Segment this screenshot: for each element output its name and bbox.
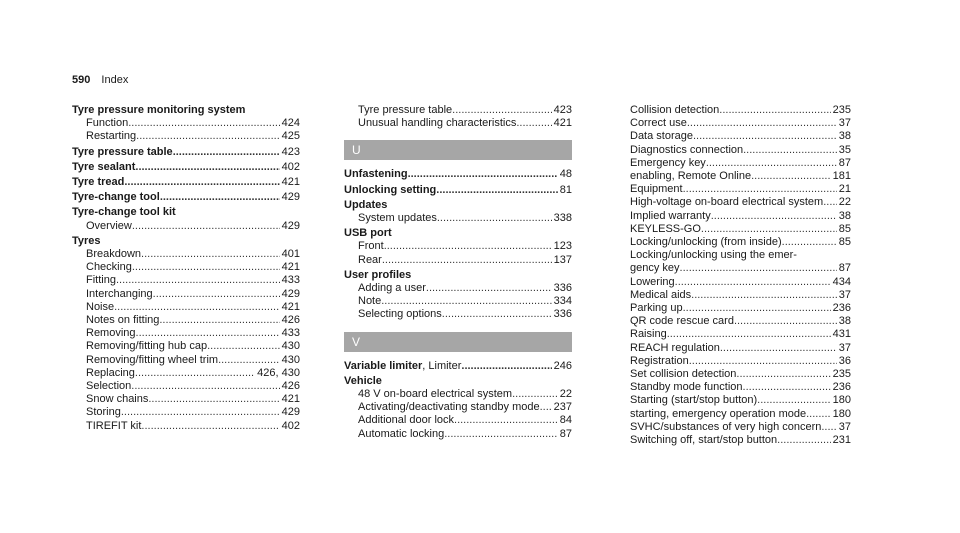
dot-leader (691, 289, 837, 302)
page-reference: 421 (281, 300, 300, 313)
page-reference: 81 (559, 183, 572, 196)
page-reference: 401 (281, 248, 300, 261)
page-reference: 38 (838, 209, 851, 222)
index-group-u (344, 168, 572, 321)
entry-term: Switching off, start/stop button (630, 434, 778, 447)
index-group-continued (344, 104, 572, 130)
dot-leader (381, 295, 551, 308)
entry-term: 48 V on-board electrical system (358, 388, 513, 401)
section-title: Index (101, 74, 129, 86)
dot-leader (719, 104, 830, 117)
dot-leader (173, 146, 280, 159)
dot-leader (680, 262, 837, 275)
page-reference: 87 (838, 262, 851, 275)
page-reference: 87 (838, 156, 851, 169)
dot-leader (132, 261, 280, 274)
index-subentry (616, 104, 851, 117)
dot-leader (159, 314, 279, 327)
page-reference: 181 (832, 170, 851, 183)
entry-term: KEYLESS-GO (630, 222, 701, 235)
entry-term: SVHC/substances of very high concern (630, 420, 822, 433)
entry-term: Updates (344, 198, 388, 211)
entry-term: Activating/deactivating standby mode (358, 401, 540, 414)
entry-term: Lowering (630, 275, 675, 288)
page-reference: 87 (559, 427, 572, 440)
page-reference: 426 (281, 380, 300, 393)
dot-leader (782, 236, 837, 249)
dot-leader (408, 168, 558, 181)
page-reference: 235 (832, 368, 851, 381)
entry-term: Emergency key (630, 156, 706, 169)
page-reference: 84 (559, 414, 572, 427)
entry-term: User profiles (344, 268, 412, 281)
dot-leader (384, 240, 552, 253)
page-reference: 425 (281, 130, 300, 143)
entry-term: REACH regulation (630, 341, 720, 354)
entry-term: QR code rescue card (630, 315, 734, 328)
dot-leader (116, 274, 280, 287)
index-subentry (344, 104, 572, 117)
page-reference: 434 (832, 275, 851, 288)
index-subentry (616, 394, 851, 407)
dot-leader (701, 223, 837, 236)
entry-term: TIREFIT kit (86, 419, 142, 432)
page-reference: 431 (832, 328, 851, 341)
page-reference: 430 (281, 340, 300, 353)
entry-term: Tyre-change tool kit (72, 206, 176, 219)
entry-term: Vehicle (344, 374, 382, 387)
page-reference: 433 (281, 327, 300, 340)
dot-leader (153, 288, 280, 301)
dot-leader (160, 191, 280, 204)
entry-term: Registration (630, 354, 689, 367)
page-reference: 336 (553, 282, 572, 295)
index-subentry (616, 381, 851, 394)
page-reference: 423 (281, 145, 300, 158)
dot-leader (736, 368, 830, 381)
page-reference: 421 (281, 393, 300, 406)
index-subentry (616, 157, 851, 170)
index-subentry (616, 170, 851, 183)
index-entry (344, 360, 572, 373)
page-reference: 429 (281, 406, 300, 419)
index-subentry (72, 367, 300, 380)
index-subentry (72, 354, 300, 367)
index-subentry (72, 274, 300, 287)
index-subentry (344, 308, 572, 321)
page-reference: 37 (838, 288, 851, 301)
entry-term: Correct use (630, 117, 687, 130)
index-entry (344, 375, 572, 388)
page-reference: 180 (832, 394, 851, 407)
entry-term: Tyres (72, 234, 101, 247)
entry-term: Rear (358, 253, 382, 266)
page-reference: 21 (838, 183, 851, 196)
index-subentry (72, 314, 300, 327)
entry-term: Automatic locking (358, 427, 445, 440)
dot-leader (131, 380, 279, 393)
index-subentry (72, 393, 300, 406)
index-subentry (616, 289, 851, 302)
page-reference: 22 (559, 388, 572, 401)
dot-leader (693, 130, 837, 143)
page-reference: 426, 430 (257, 366, 300, 379)
dot-leader (675, 276, 831, 289)
dot-leader (706, 157, 837, 170)
page-reference: 85 (838, 236, 851, 249)
dot-leader (135, 161, 279, 174)
dot-leader (734, 315, 837, 328)
letter-divider-v: V (344, 332, 572, 352)
dot-leader (426, 282, 552, 295)
page-reference: 429 (281, 219, 300, 232)
dot-leader (743, 381, 831, 394)
index-subentry (616, 315, 851, 328)
page-reference: 429 (281, 287, 300, 300)
page-reference: 236 (832, 381, 851, 394)
page-reference: 421 (281, 176, 300, 189)
entry-subterm: , Limiter (422, 359, 462, 372)
entry-term: Data storage (630, 130, 693, 143)
index-subentry (344, 117, 572, 130)
dot-leader (124, 176, 279, 189)
entry-term: Starting (start/stop button) (630, 394, 758, 407)
entry-term: Tyre sealant (72, 160, 136, 173)
entry-term: Checking (86, 261, 132, 274)
dot-leader (461, 360, 551, 373)
dot-leader (141, 248, 280, 261)
entry-term: Unusual handling characteristics (358, 117, 517, 130)
entry-term: Storing (86, 406, 121, 419)
page-reference: 38 (838, 130, 851, 143)
entry-term: Selection (86, 380, 132, 393)
index-subentry (616, 342, 851, 355)
dot-leader (777, 434, 830, 447)
dot-leader (683, 302, 831, 315)
dot-leader (823, 196, 837, 209)
index-entry (72, 176, 300, 189)
index-entry (72, 191, 300, 204)
dot-leader (121, 406, 280, 419)
page-reference: 421 (553, 117, 572, 130)
page-reference: 22 (838, 196, 851, 209)
index-subentry (616, 210, 851, 223)
entry-term: Locking/unlocking using the emer- (630, 249, 797, 262)
page-reference: 37 (838, 420, 851, 433)
index-subentry (344, 254, 572, 267)
dot-leader (136, 327, 280, 340)
index-subentry (616, 408, 851, 421)
dot-leader (689, 355, 837, 368)
page-reference: 235 (832, 104, 851, 116)
entry-term: Raising (630, 328, 667, 341)
page-reference: 421 (281, 261, 300, 274)
entry-term: Collision detection (630, 104, 720, 116)
index-subentry (616, 355, 851, 368)
entry-term: System updates (358, 212, 437, 225)
entry-term: Restarting (86, 130, 137, 143)
index-subentry (616, 262, 851, 275)
dot-leader (136, 130, 280, 143)
entry-term: Set collision detection (630, 368, 737, 381)
page-reference: 424 (281, 117, 300, 130)
index-entry (344, 184, 572, 197)
page-reference: 433 (281, 274, 300, 287)
page-reference: 123 (553, 240, 572, 253)
dot-leader (141, 420, 279, 433)
index-subentry (616, 130, 851, 143)
index-subentry (72, 220, 300, 233)
entry-term: Interchanging (86, 287, 153, 300)
index-subentry (616, 302, 851, 315)
index-entry (344, 168, 572, 181)
entry-term: USB port (344, 227, 392, 240)
page-reference: 35 (838, 143, 851, 156)
entry-term: Equipment (630, 183, 683, 196)
page-reference: 48 (559, 168, 572, 181)
page-number: 590 (72, 74, 91, 86)
entry-term: Unlocking setting (344, 183, 437, 196)
index-entry (72, 104, 300, 117)
dot-leader (128, 117, 279, 130)
entry-term: Front (358, 240, 384, 253)
entry-term: Parking up (630, 302, 683, 315)
index-entry (72, 146, 300, 159)
entry-term: Removing/fitting hub cap (86, 340, 208, 353)
page-reference: 402 (281, 419, 300, 432)
entry-term: Tyre pressure table (72, 145, 173, 158)
entry-term: Notes on fitting (86, 314, 160, 327)
entry-term: Overview (86, 219, 132, 232)
entry-term: Implied warranty (630, 209, 711, 222)
index-subentry (616, 117, 851, 130)
page-reference: 37 (838, 117, 851, 130)
entry-term: Locking/unlocking (from inside) (630, 236, 782, 249)
index-subentry (72, 248, 300, 261)
entry-term: enabling, Remote Online (630, 170, 752, 183)
index-entry (72, 206, 300, 219)
page-reference: 236 (832, 302, 851, 315)
entry-term: Diagnostics connection (630, 143, 744, 156)
dot-leader (720, 342, 837, 355)
entry-term: Fitting (86, 274, 116, 287)
page-reference: 137 (553, 253, 572, 266)
index-subentry (72, 117, 300, 130)
index-subentry (616, 144, 851, 157)
entry-term: Standby mode function (630, 381, 743, 394)
page-reference: 430 (281, 353, 300, 366)
page-header (72, 74, 128, 86)
dot-leader (516, 117, 551, 130)
page-reference: 429 (281, 191, 300, 204)
index-subentry (344, 282, 572, 295)
page-reference: 231 (832, 434, 851, 447)
entry-term: Note (358, 295, 382, 308)
dot-leader (437, 212, 552, 225)
entry-term: Tyre pressure monitoring system (72, 104, 246, 116)
entry-term: Additional door lock (358, 414, 455, 427)
entry-term: High-voltage on-board electrical system (630, 196, 824, 209)
index-entry (344, 227, 572, 240)
entry-term: Breakdown (86, 248, 142, 261)
index-entry (72, 235, 300, 248)
index-subentry (616, 223, 851, 236)
dot-leader (218, 354, 280, 367)
index-subentry (344, 295, 572, 308)
entry-term: Replacing (86, 366, 135, 379)
entry-term: starting, emergency operation mode (630, 407, 807, 420)
entry-term: Adding a user (358, 282, 426, 295)
entry-term: Noise (86, 300, 115, 313)
dot-leader (444, 428, 558, 441)
page-reference: 423 (553, 104, 572, 116)
dot-leader (683, 183, 837, 196)
page-reference: 246 (553, 359, 572, 372)
index-subentry (616, 368, 851, 381)
letter-divider-u: U (344, 140, 572, 160)
page-reference: 338 (553, 212, 572, 225)
dot-leader (711, 210, 837, 223)
dot-leader (135, 367, 255, 380)
entry-term: Snow chains (86, 393, 149, 406)
page-reference: 36 (838, 354, 851, 367)
index-group-v (344, 360, 572, 441)
index-subentry (616, 421, 851, 434)
index-subentry (72, 301, 300, 314)
index-subentry (344, 401, 572, 414)
dot-leader (540, 401, 552, 414)
index-subentry (616, 196, 851, 209)
index-subentry (72, 327, 300, 340)
page-reference: 85 (838, 222, 851, 235)
entry-term: Variable limiter (344, 359, 423, 372)
dot-leader (207, 340, 280, 353)
index-subentry (72, 261, 300, 274)
entry-term: Tyre-change tool (72, 191, 160, 204)
index-subentry (616, 183, 851, 196)
dot-leader (743, 144, 837, 157)
index-column-3 (616, 104, 851, 447)
dot-leader (687, 117, 837, 130)
page-reference: 237 (553, 401, 572, 414)
index-subentry (72, 340, 300, 353)
index-subentry (72, 380, 300, 393)
index-entry (72, 161, 300, 174)
index-subentry (616, 236, 851, 249)
dot-leader (114, 301, 280, 314)
index-subentry (344, 212, 572, 225)
index-subentry (616, 249, 851, 262)
dot-leader (382, 254, 552, 267)
page-reference: 426 (281, 314, 300, 327)
page-reference: 37 (838, 341, 851, 354)
entry-term: gency key (630, 262, 680, 275)
index-subentry (72, 130, 300, 143)
index-column-1 (72, 104, 300, 433)
entry-term: Removing (86, 327, 136, 340)
entry-term: Medical aids (630, 288, 692, 301)
dot-leader (821, 421, 836, 434)
index-subentry (344, 240, 572, 253)
index-entry (344, 269, 572, 282)
entry-term: Selecting options (358, 308, 442, 321)
page-reference: 180 (832, 407, 851, 420)
page-reference: 334 (553, 295, 572, 308)
dot-leader (436, 184, 557, 197)
index-subentry (616, 276, 851, 289)
index-entry (344, 199, 572, 212)
dot-leader (148, 393, 279, 406)
index-subentry (616, 434, 851, 447)
page-reference: 402 (281, 160, 300, 173)
index-subentry (344, 414, 572, 427)
entry-term: Function (86, 117, 129, 130)
dot-leader (751, 170, 831, 183)
dot-leader (454, 414, 558, 427)
page-reference: 38 (838, 315, 851, 328)
index-subentry (72, 420, 300, 433)
page-reference: 336 (553, 308, 572, 321)
dot-leader (806, 408, 831, 421)
dot-leader (667, 328, 831, 341)
dot-leader (442, 308, 552, 321)
index-subentry (72, 288, 300, 301)
dot-leader (512, 388, 558, 401)
index-subentry (344, 388, 572, 401)
index-column-2 (344, 104, 572, 441)
entry-term: Removing/fitting wheel trim (86, 353, 219, 366)
entry-term: Tyre pressure table (358, 104, 453, 116)
dot-leader (452, 104, 551, 117)
entry-term: Tyre tread (72, 176, 125, 189)
dot-leader (757, 394, 830, 407)
index-subentry (616, 328, 851, 341)
entry-term: Unfastening (344, 168, 408, 181)
index-subentry (344, 428, 572, 441)
index-subentry (72, 406, 300, 419)
dot-leader (132, 220, 280, 233)
